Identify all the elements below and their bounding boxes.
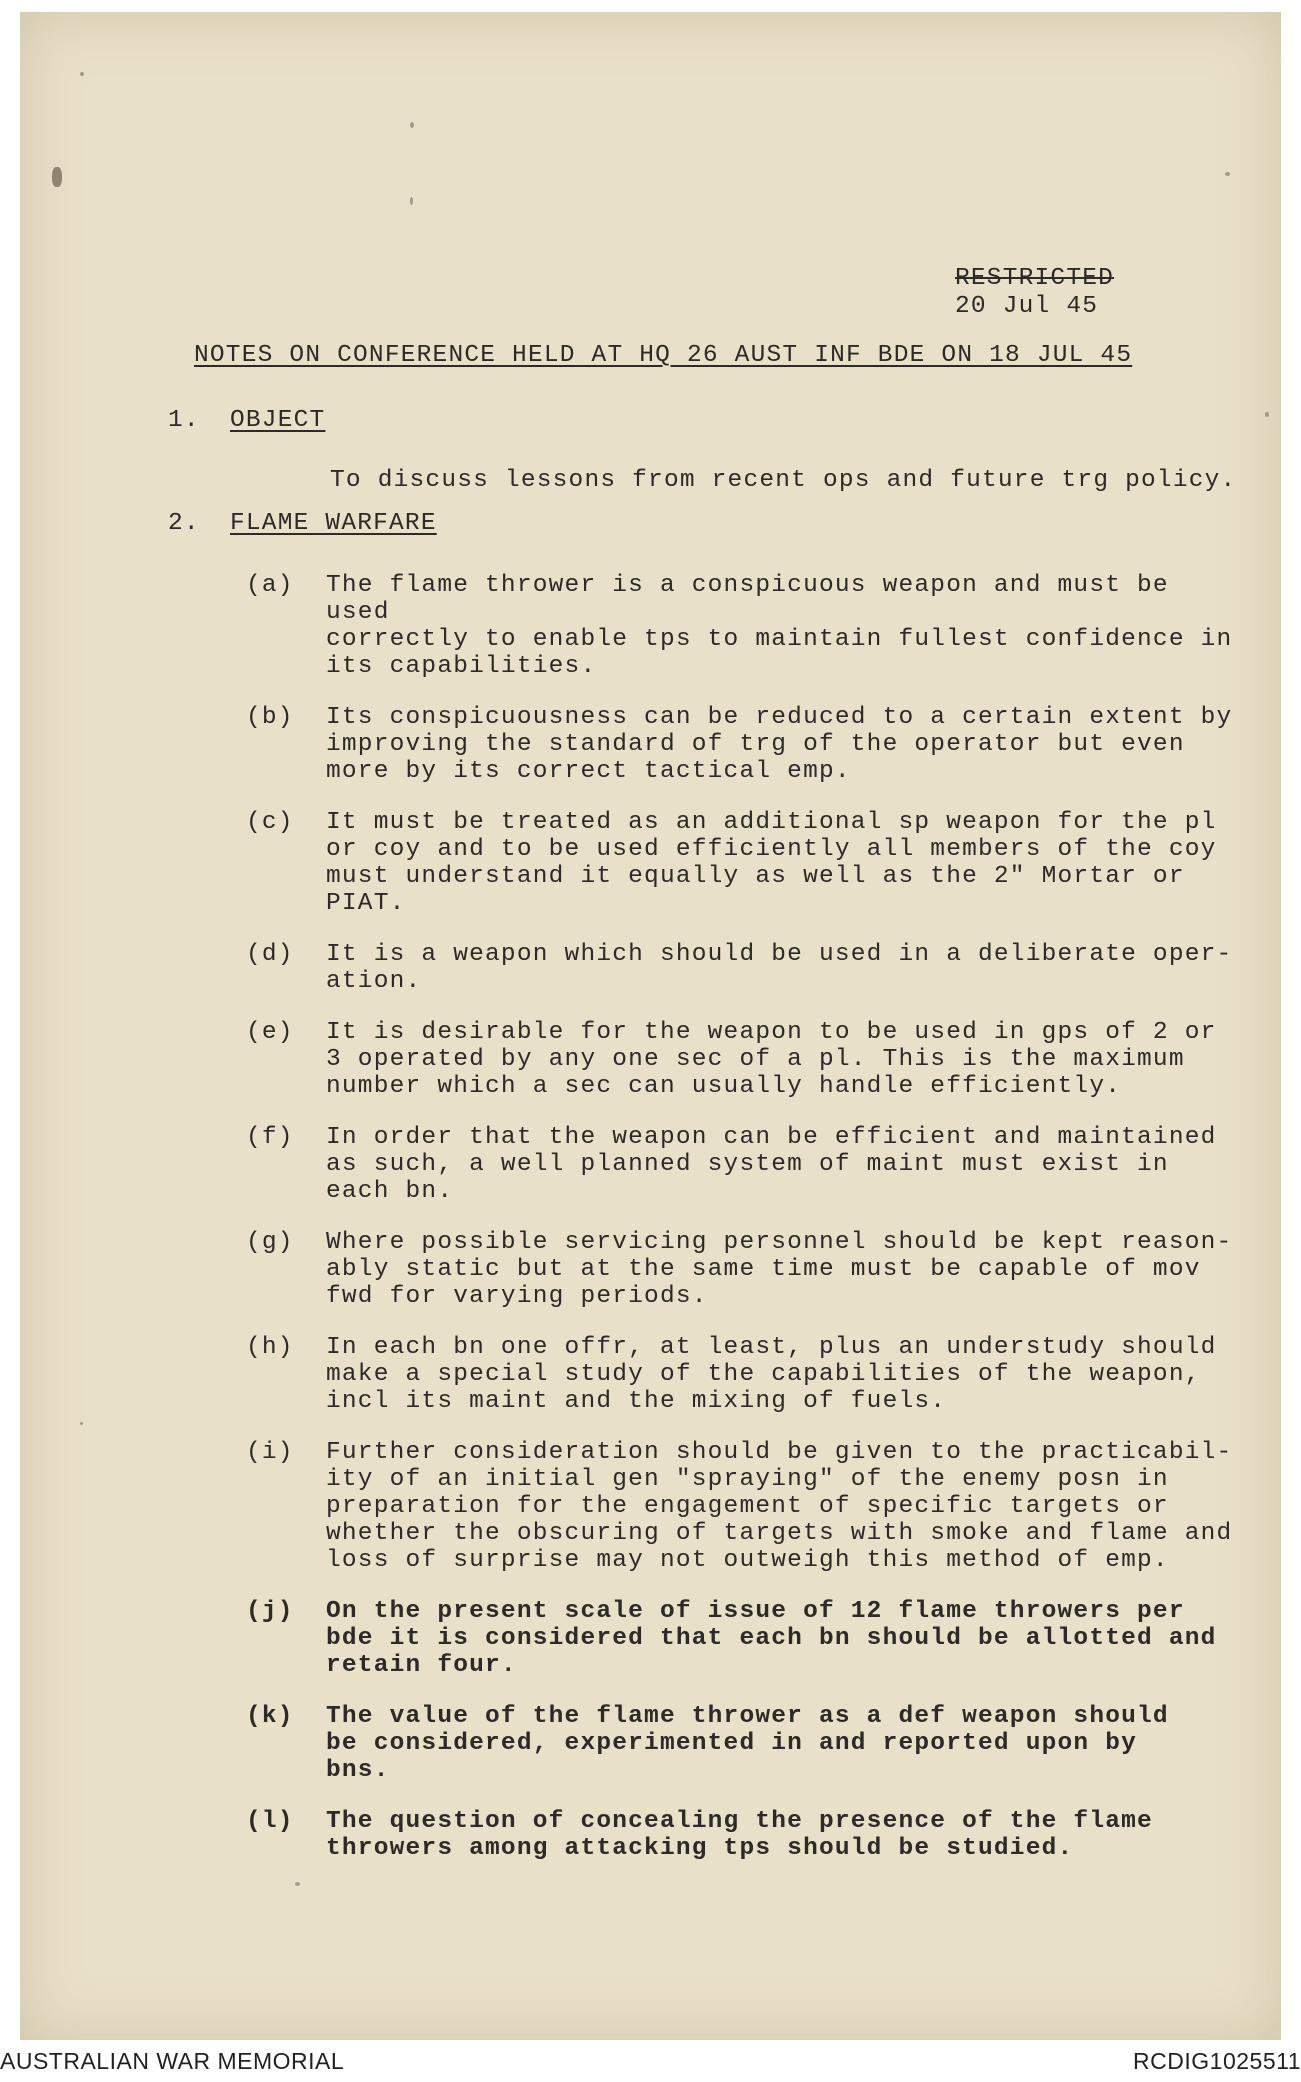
- document-page: [20, 12, 1281, 2040]
- ink-speck: [80, 1422, 83, 1425]
- item-text: In order that the weapon can be efficient and maintained as such, a well planned system of maint must exist in each bn.: [326, 1124, 1217, 1205]
- list-item-j: [246, 1598, 1236, 1679]
- item-text: It is a weapon which should be used in a deliberate oper- ation.: [326, 941, 1233, 995]
- list-item-g: [246, 1229, 1236, 1310]
- list-item-h: [246, 1334, 1236, 1415]
- document-title: NOTES ON CONFERENCE HELD AT HQ 26 AUST INF BDE ON 18 JUL 45: [194, 342, 1133, 369]
- list-item-c: [246, 809, 1236, 917]
- item-text: It must be treated as an additional sp weapon for the pl or coy and to be used efficiently all members of the coy must understand it equally as well as the 2" Mortar or PIAT.: [326, 809, 1217, 917]
- document-date: 20 Jul 45: [955, 293, 1099, 320]
- item-text: Its conspicuousness can be reduced to a certain extent by improving the standard of trg of the operator but even more by its correct tactical emp.: [326, 704, 1233, 785]
- item-label: (f): [246, 1124, 294, 1151]
- item-label: (b): [246, 704, 294, 731]
- header-classification-block: [955, 265, 1114, 321]
- ink-speck: [410, 122, 414, 128]
- archive-credit: AUSTRALIAN WAR MEMORIAL: [0, 2048, 345, 2074]
- item-text: The value of the flame thrower as a def weapon should be considered, experimented in and reported upon by bns.: [326, 1703, 1169, 1784]
- paper-stain: [52, 167, 62, 187]
- item-label: (e): [246, 1019, 294, 1046]
- item-label: (d): [246, 941, 294, 968]
- list-item-k: [246, 1703, 1236, 1784]
- ink-speck: [1225, 172, 1230, 176]
- classification-stamp: RESTRICTED: [955, 265, 1115, 292]
- item-text: On the present scale of issue of 12 flame throwers per bde it is considered that each bn should be allotted and retain four.: [326, 1598, 1217, 1679]
- item-text: The flame thrower is a conspicuous weapon and must be used correctly to enable tps to maintain fullest confidence in its capabilities.: [326, 572, 1233, 680]
- list-item-e: [246, 1019, 1236, 1100]
- ink-speck: [1265, 412, 1269, 417]
- section-title: FLAME WARFARE: [230, 510, 437, 537]
- list-item-d: [246, 941, 1236, 995]
- item-label: (h): [246, 1334, 294, 1361]
- item-text: It is desirable for the weapon to be used in gps of 2 or 3 operated by any one sec of a pl. This is the maximum number which a sec can usually handle efficiently.: [326, 1019, 1217, 1100]
- ink-speck: [80, 72, 84, 76]
- section-title: OBJECT: [230, 407, 326, 434]
- item-label: (g): [246, 1229, 294, 1256]
- item-text: Where possible servicing personnel should be kept reason- ably static but at the same time must be capable of mov fwd for varying periods.: [326, 1229, 1233, 1310]
- item-label: (k): [246, 1703, 294, 1730]
- item-label: (a): [246, 572, 294, 599]
- list-item-i: [246, 1439, 1236, 1574]
- archive-reference-id: RCDIG1025511: [1133, 2048, 1301, 2074]
- flame-warfare-list: [246, 572, 1236, 1886]
- list-item-a: [246, 572, 1236, 680]
- item-label: (j): [246, 1598, 294, 1625]
- item-text: The question of concealing the presence of the flame throwers among attacking tps should be studied.: [326, 1808, 1153, 1862]
- item-text: Further consideration should be given to the practicabil- ity of an initial gen "spraying" of the enemy posn in preparation for the engagement of specific targets or whether the obscuring of targets with smoke and flame and loss of surprise may not outweigh this method of emp.: [326, 1439, 1233, 1574]
- ink-speck: [410, 197, 413, 205]
- item-label: (l): [246, 1808, 294, 1835]
- section-1-text: To discuss lessons from recent ops and future trg policy.: [330, 467, 1237, 494]
- section-2-heading: [168, 510, 437, 537]
- section-number: 2.: [168, 510, 200, 537]
- item-text: In each bn one offr, at least, plus an understudy should make a special study of the capabilities of the weapon, incl its maint and the mixing of fuels.: [326, 1334, 1217, 1415]
- list-item-b: [246, 704, 1236, 785]
- item-label: (i): [246, 1439, 294, 1466]
- item-label: (c): [246, 809, 294, 836]
- section-number: 1.: [168, 407, 200, 434]
- list-item-l: [246, 1808, 1236, 1862]
- list-item-f: [246, 1124, 1236, 1205]
- section-1-heading: [168, 407, 325, 434]
